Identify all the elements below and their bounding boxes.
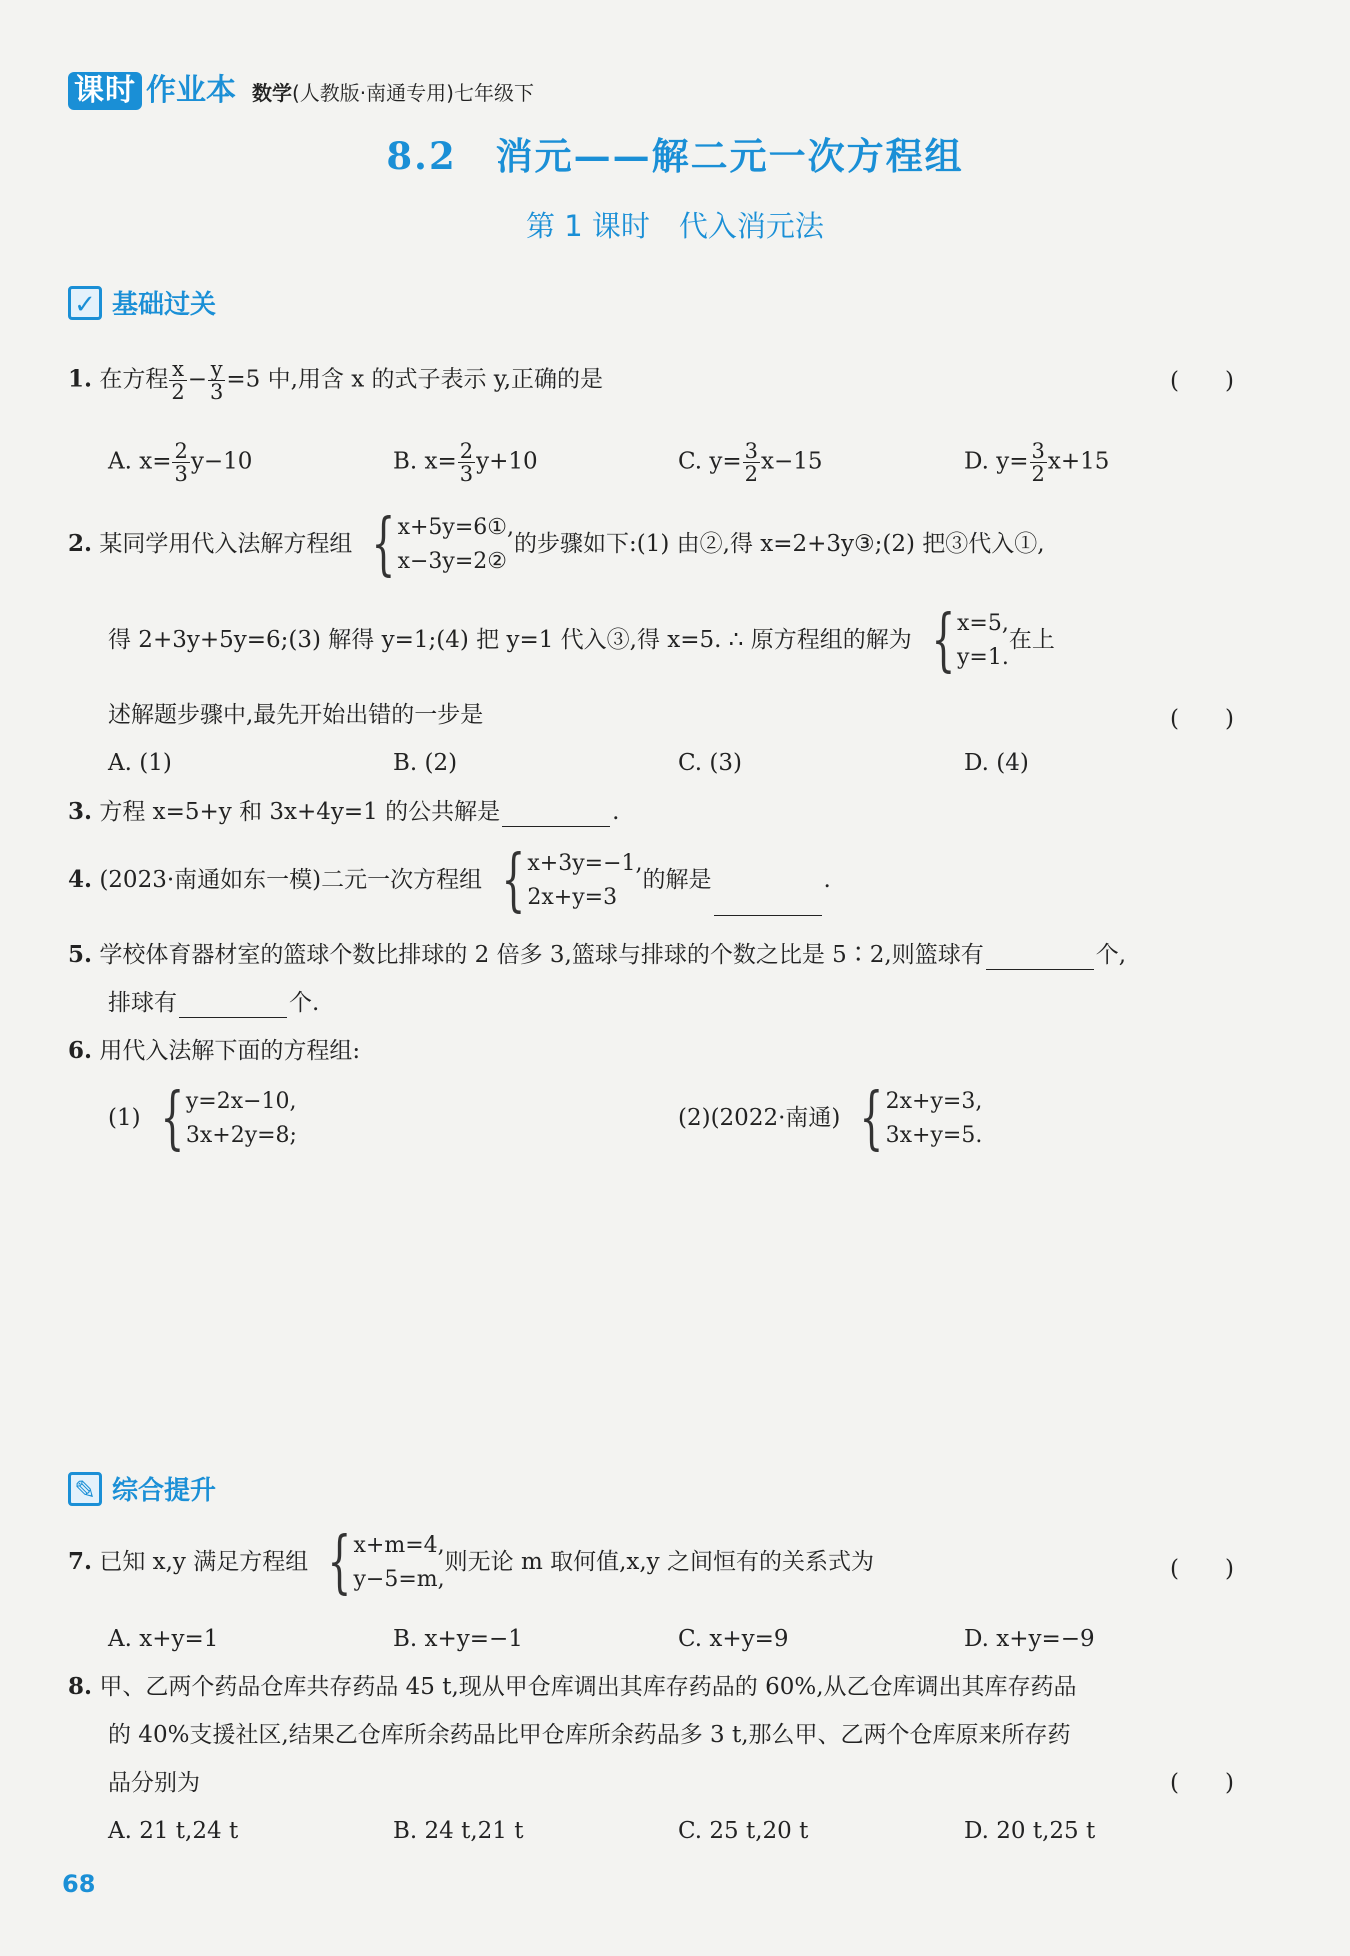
question-6-part-2: (2)(2022·南通) { 2x+y=3, 3x+y=5. [678,1079,983,1158]
question-2-line-2: 得 2+3y+5y=6;(3) 解得 y=1;(4) 把 y=1 代入③,得 x=5. ∴ 原方程组的解为 { x=5, y=1. 在上 [108,601,1055,680]
pencil-icon: ✎ [68,1472,102,1506]
question-8-line-2: 的 40%支援社区,结果乙仓库所余药品比甲仓库所余药品多 3 t,那么甲、乙两个仓库原来所存药 [108,1722,1071,1748]
answer-paren: ( ) [1170,1556,1234,1582]
question-5-line-2: 排球有 个. [108,990,320,1016]
question-3: 3. 方程 x=5+y 和 3x+4y=1 的公共解是 . [68,798,620,825]
answer-blank[interactable] [986,945,1094,970]
option-c: C. x+y=9 [678,1626,789,1652]
option-c: C. y= $\frac{3}{2}$ x−15 [678,439,823,486]
equation-system: { x+m=4, y−5=m, [327,1523,445,1602]
logo-box: 课时 [68,72,142,110]
question-number: 8. [68,1673,93,1700]
option-d: D. x+y=−9 [964,1626,1095,1652]
option-b: B. x= $\frac{2}{3}$ y+10 [393,439,538,486]
question-7: 7. 已知 x,y 满足方程组 { x+m=4, y−5=m, 则无论 m 取何值,x,y 之间恒有的关系式为 [68,1523,874,1602]
answer-blank[interactable] [179,993,287,1018]
option-b: B. (2) [393,750,458,776]
question-2-line-3: 述解题步骤中,最先开始出错的一步是 [108,702,484,728]
question-number: 5. [68,941,93,968]
checkbox-icon: ✓ [68,286,102,320]
answer-blank[interactable] [502,802,610,827]
equation-system: { x+3y=−1, 2x+y=3 [501,841,643,920]
option-d: D. y= $\frac{3}{2}$ x+15 [964,439,1110,486]
brace-icon: { [327,1523,352,1602]
question-4: 4. (2023·南通如东一模)二元一次方程组 { x+3y=−1, 2x+y=3 的解是 . [68,841,831,920]
question-number: 3. [68,798,93,825]
brace-icon: { [371,505,396,584]
page-number: 68 [62,1870,96,1898]
question-8-line-3: 品分别为 [108,1770,200,1796]
fraction: $\frac{y}{3}$ [209,357,224,404]
question-2: 2. 某同学用代入法解方程组 { x+5y=6①, x−3y=2② 的步骤如下:(1) 由②,得 x=2+3y③;(2) 把③代入①, [68,505,1045,584]
equation-system: { 2x+y=3, 3x+y=5. [859,1079,983,1158]
book-info [252,76,534,110]
section-label: 综合提升 [112,1476,217,1506]
question-6: 6. 用代入法解下面的方程组: [68,1037,361,1064]
answer-blank[interactable] [714,891,822,916]
brace-icon: { [160,1079,184,1158]
equation-system: { x+5y=6①, x−3y=2② [371,505,515,584]
option-d: D. 20 t,25 t [964,1818,1096,1844]
section-advanced [68,1470,216,1507]
question-number: 4. [68,866,93,893]
lesson-subtitle: 第 1 课时 代入消元法 [526,209,824,243]
equation-system: { x=5, y=1. [931,601,1009,680]
question-number: 2. [68,530,93,557]
question-number: 1. [68,365,93,393]
option-c: C. 25 t,20 t [678,1818,809,1844]
page-title: 8.2 消元——解二元一次方程组 [386,134,964,178]
question-text: 在方程 [99,366,169,393]
fraction: $\frac{x}{2}$ [171,357,185,404]
section-label: 基础过关 [112,290,217,320]
section-basic [68,284,216,321]
answer-paren: ( ) [1170,706,1234,732]
brace-icon: { [501,841,526,920]
question-6-part-1: (1) { y=2x−10, 3x+2y=8; [108,1079,297,1158]
answer-paren: ( ) [1170,368,1234,394]
equation-system: { y=2x−10, 3x+2y=8; [160,1079,297,1158]
option-d: D. (4) [964,750,1029,776]
question-number: 6. [68,1037,93,1064]
question-8: 8. 甲、乙两个药品仓库共存药品 45 t,现从甲仓库调出其库存药品的 60%,从乙仓库调出其库存药品 [68,1673,1077,1700]
brace-icon: { [859,1079,884,1158]
option-c: C. (3) [678,750,742,776]
edition: (人教版·南通专用)七年级下 [292,81,534,105]
brace-icon: { [931,601,955,680]
question-number: 7. [68,1548,93,1575]
option-a: A. x+y=1 [108,1626,219,1652]
option-b: B. x+y=−1 [393,1626,523,1652]
option-a: A. 21 t,24 t [108,1818,239,1844]
option-a: A. (1) [108,750,172,776]
answer-paren: ( ) [1170,1770,1234,1796]
option-a: A. x= $\frac{2}{3}$ y−10 [108,439,253,486]
question-1: 1. 在方程 $\frac{x}{2}$ − $\frac{y}{3}$ =5 中,用含 x 的式子表示 y,正确的是 [68,357,604,404]
option-b: B. 24 t,21 t [393,1818,524,1844]
header [68,66,534,110]
subject: 数学 [252,81,292,105]
question-5: 5. 学校体育器材室的篮球个数比排球的 2 倍多 3,篮球与排球的个数之比是 5∶2,则篮球有 个, [68,941,1127,968]
question-text: =5 中,用含 x 的式子表示 y,正确的是 [226,366,604,393]
logo-text: 作业本 [146,73,236,108]
